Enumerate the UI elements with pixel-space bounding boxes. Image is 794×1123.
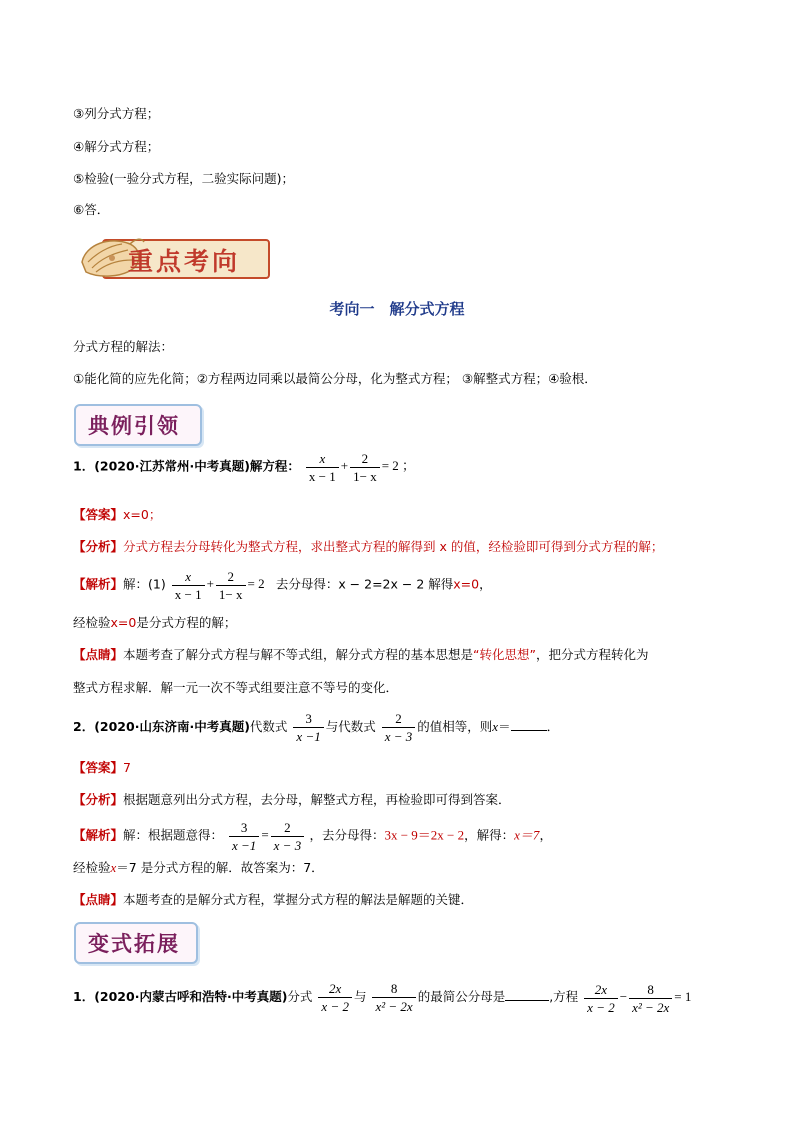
ex2-var: x xyxy=(492,719,499,734)
ex1-check xyxy=(73,613,236,631)
var1-num: 1． xyxy=(73,989,95,1004)
step-5: ⑤检验(一验分式方程，二验实际问题)； xyxy=(73,171,294,186)
var1-answer-blank xyxy=(505,988,549,1001)
comment-label: 【点睛】 xyxy=(73,647,124,662)
ex1-comment-a: 本题考查了解分式方程与解不等式组，解分式方程的基本思想是 xyxy=(123,647,474,662)
var1-t4: ,方程 xyxy=(549,989,579,1004)
ex2-sol-pre: 解：根据题意得： xyxy=(123,827,224,843)
ex2-answer xyxy=(73,758,131,776)
ex1-check-pre: 经检验 xyxy=(73,615,111,630)
step-6: ⑥答． xyxy=(73,202,110,217)
ex2-question xyxy=(73,710,559,745)
method-title: 分式方程的解法： xyxy=(73,339,174,354)
var1-t2: 与 xyxy=(353,989,367,1004)
step-3: ③列分式方程； xyxy=(73,106,160,121)
ex2-t5: ． xyxy=(546,719,560,734)
ex2-frac1: $\frac{3}{x -1}$ xyxy=(293,710,323,745)
ex2-sol-step: 3x − 9＝2x − 2 xyxy=(384,827,465,843)
ex2-check xyxy=(73,858,324,876)
variant-box xyxy=(74,922,198,964)
ex1-answer-value: x=0； xyxy=(123,507,162,522)
ex2-t2: 与代数式 xyxy=(325,719,376,734)
ex1-comment-line2: 整式方程求解．解一元一次不等式组要注意不等号的变化． xyxy=(73,680,399,695)
ex2-sol-t2: ，解得： xyxy=(464,827,515,843)
step-4: ④解分式方程； xyxy=(73,139,160,154)
ex1-sol-comma: ， xyxy=(479,576,492,592)
ex1-question xyxy=(73,450,415,485)
answer-label: 【答案】 xyxy=(73,507,124,522)
ex2-check-pre: 经检验 xyxy=(73,860,111,875)
ex1-check-post: 是分式方程的解； xyxy=(136,615,237,630)
ex1-comment xyxy=(73,645,649,663)
ex1-sol-text: 去分母得：x − 2=2x − 2 解得 xyxy=(275,576,454,592)
ex2-sol-equation: $\frac{3}{x -1}$ = $\frac{2}{x - 3}$ xyxy=(227,827,309,842)
ex2-num: 2． xyxy=(73,719,95,734)
ex2-comment-text: 本题考查的是解分式方程，掌握分式方程的解法是解题的关键． xyxy=(123,892,474,907)
ex1-sol-pre: 解： xyxy=(123,576,149,592)
ex1-analysis xyxy=(73,537,663,555)
ex1-answer xyxy=(73,505,161,523)
ex1-source: (2020·江苏常州·中考真题) xyxy=(94,458,250,474)
solution-label: 【解析】 xyxy=(73,576,124,592)
banner-title: 重点考向 xyxy=(128,247,241,276)
solution-label: 【解析】 xyxy=(73,827,124,843)
ex2-t3: 的值相等，则 xyxy=(417,719,493,734)
section-heading: 考向一 解分式方程 xyxy=(329,300,465,318)
ex2-comment xyxy=(73,890,473,908)
analysis-label: 【分析】 xyxy=(73,792,124,807)
ex2-check-post: ＝7 是分式方程的解．故答案为：7． xyxy=(116,860,324,875)
example-box-title: 典例引领 xyxy=(88,413,180,438)
ex2-answer-value: 7 xyxy=(123,760,131,775)
variant-box-title: 变式拓展 xyxy=(88,931,180,956)
var1-t1: 分式 xyxy=(287,989,313,1004)
example-box xyxy=(74,404,202,446)
ex2-sol-t3: ， xyxy=(539,827,552,843)
ex1-check-root: x=0 xyxy=(110,615,137,630)
ex2-source: (2020·山东济南·中考真题) xyxy=(94,719,250,734)
ex1-analysis-text: 分式方程去分母转化为整式方程，求出整式方程的解得到 x 的值，经检验即可得到分式方程的解； xyxy=(123,539,664,554)
ex2-t4: ＝ xyxy=(498,719,511,734)
answer-label: 【答案】 xyxy=(73,760,124,775)
ex2-frac2: $\frac{2}{x - 3}$ xyxy=(382,710,416,745)
ex1-prompt: 解方程： xyxy=(249,458,300,474)
var1-source: (2020·内蒙古呼和浩特·中考真题) xyxy=(94,989,288,1004)
ex2-answer-blank xyxy=(511,718,547,731)
ex1-comment-c: ，把分式方程转化为 xyxy=(535,647,649,662)
ex1-comment-b: “转化思想” xyxy=(473,647,536,662)
var1-t3: 的最简公分母是 xyxy=(417,989,506,1004)
ex2-sol-root: x＝7 xyxy=(514,827,540,843)
ex1-sol-idx: (1) xyxy=(148,576,166,592)
ex1-solution xyxy=(73,568,492,603)
key-direction-banner xyxy=(76,236,268,280)
ex2-analysis xyxy=(73,790,511,808)
ex2-sol-t1: ，去分母得： xyxy=(309,827,385,843)
ex1-num: 1． xyxy=(73,458,95,474)
var1-frac1: $\frac{2x}{x - 2}$ xyxy=(318,980,352,1015)
ex1-sol-equation: $\frac{x}{x - 1}$ + $\frac{2}{1- x}$ = 2 xyxy=(170,576,268,591)
ex2-analysis-text: 根据题意列出分式方程，去分母，解整式方程，再检验即可得到答案． xyxy=(123,792,511,807)
var1-equation: $\frac{2x}{x - 2}$ − $\frac{8}{\text{x² − 2x}}$ = 1 xyxy=(582,989,691,1004)
ex1-equation: $\frac{x}{x - 1}$ + $\frac{2}{1- x}$ = 2 ； xyxy=(304,458,415,473)
var1-frac2: $\frac{8}{\text{x² − 2x}}$ xyxy=(372,980,415,1015)
ex2-t1: 代数式 xyxy=(249,719,288,734)
ex2-check-var: x xyxy=(110,860,117,875)
analysis-label: 【分析】 xyxy=(73,539,124,554)
var1-question xyxy=(73,980,691,1016)
method-text: ①能化简的应先化简；②方程两边同乘以最简公分母，化为整式方程； ③解整式方程；④验根． xyxy=(73,371,597,386)
comment-label: 【点睛】 xyxy=(73,892,124,907)
ex2-solution xyxy=(73,819,552,854)
ex1-sol-root: x=0 xyxy=(453,576,480,592)
